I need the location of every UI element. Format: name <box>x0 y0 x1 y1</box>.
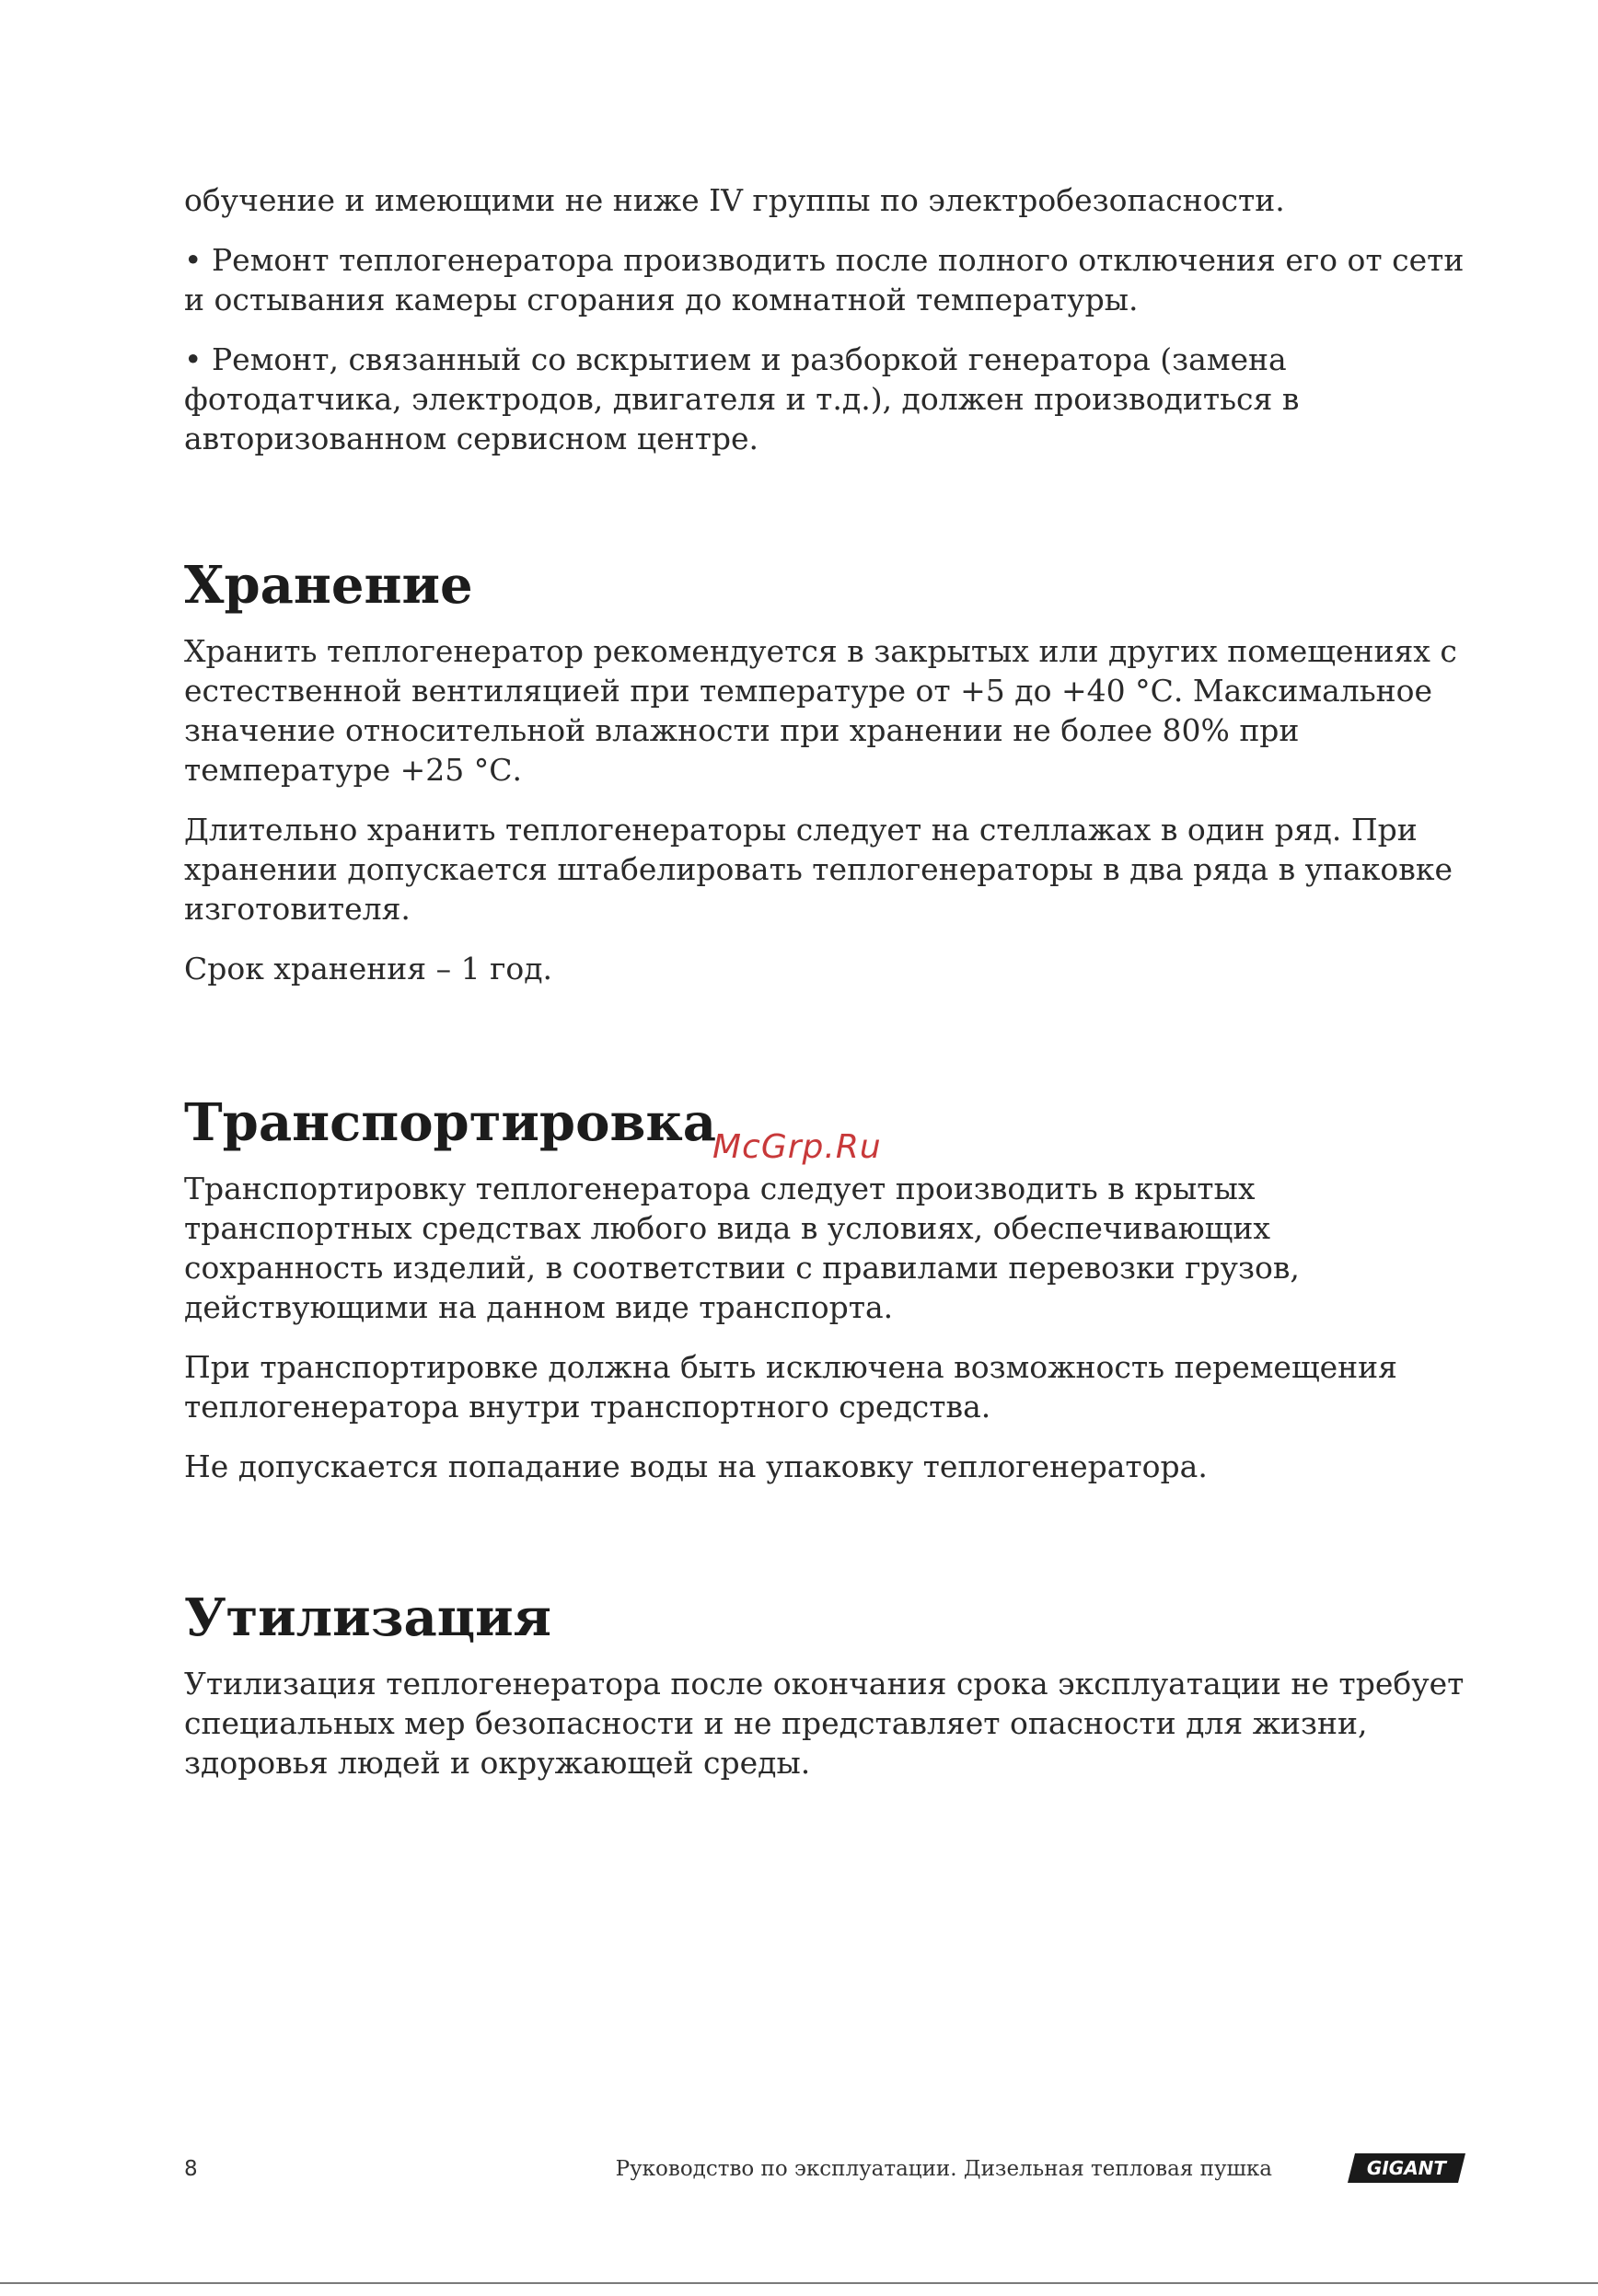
transport-paragraph-2: При транспортировке должна быть исключена возможность перемещения теплогенератора внутри транспортного средства. <box>184 1349 1397 1425</box>
storage-heading: Хранение <box>184 555 473 616</box>
page-number: 8 <box>184 2157 198 2181</box>
bottom-divider <box>0 2282 1598 2284</box>
storage-section <box>184 556 1473 1009</box>
footer-title: Руководство по эксплуатации. Дизельная тепловая пушка <box>615 2157 1272 2181</box>
gigant-logo <box>1348 2153 1465 2183</box>
gigant-logo-text: GIGANT <box>1366 2157 1447 2179</box>
intro-bullet-repair-service-center: • Ремонт, связанный со вскрытием и разборкой генератора (замена фотодатчика, электродов, двигателя и т.д.), должен производиться в авторизованном сервисном центре. <box>184 341 1300 456</box>
storage-paragraph-3: Срок хранения – 1 год. <box>184 951 553 986</box>
transport-paragraph-1: Транспортировку теплогенератора следует производить в крытых транспортных средствах любого вида в условиях, обеспечивающих сохранность изделий, в соответствии с правилами перевозки грузов, действующими на данном виде транспорта. <box>184 1171 1300 1325</box>
intro-paragraph-1: обучение и имеющими не ниже IV группы по электробезопасности. <box>184 182 1285 218</box>
disposal-section <box>184 1588 1473 1803</box>
disposal-paragraph-1: Утилизация теплогенератора после окончания срока эксплуатации не требует специальных мер безопасности и не представляет опасности для жизни, здоровья людей и окружающей среды. <box>184 1666 1465 1781</box>
watermark: McGrp.Ru <box>712 1128 882 1166</box>
storage-paragraph-1: Хранить теплогенератор рекомендуется в закрытых или других помещениях с естественной вентиляцией при температуре от +5 до +40 °С. Максимальное значение относительной влажности при хранении не более 80% при температуре +25 °С. <box>184 633 1457 788</box>
intro-section <box>184 180 1473 479</box>
transport-paragraph-3: Не допускается попадание воды на упаковку теплогенератора. <box>184 1448 1208 1484</box>
intro-bullet-repair-disconnect: • Ремонт теплогенератора производить после полного отключения его от сети и остывания камеры сгорания до комнатной температуры. <box>184 242 1465 317</box>
disposal-heading: Утилизация <box>184 1587 551 1648</box>
page-footer <box>184 2152 1465 2188</box>
storage-paragraph-2: Длительно хранить теплогенераторы следует на стеллажах в один ряд. При хранении допускается штабелировать теплогенераторы в два ряда в упаковке изготовителя. <box>184 812 1453 927</box>
transport-heading: Транспортировка <box>184 1092 717 1153</box>
